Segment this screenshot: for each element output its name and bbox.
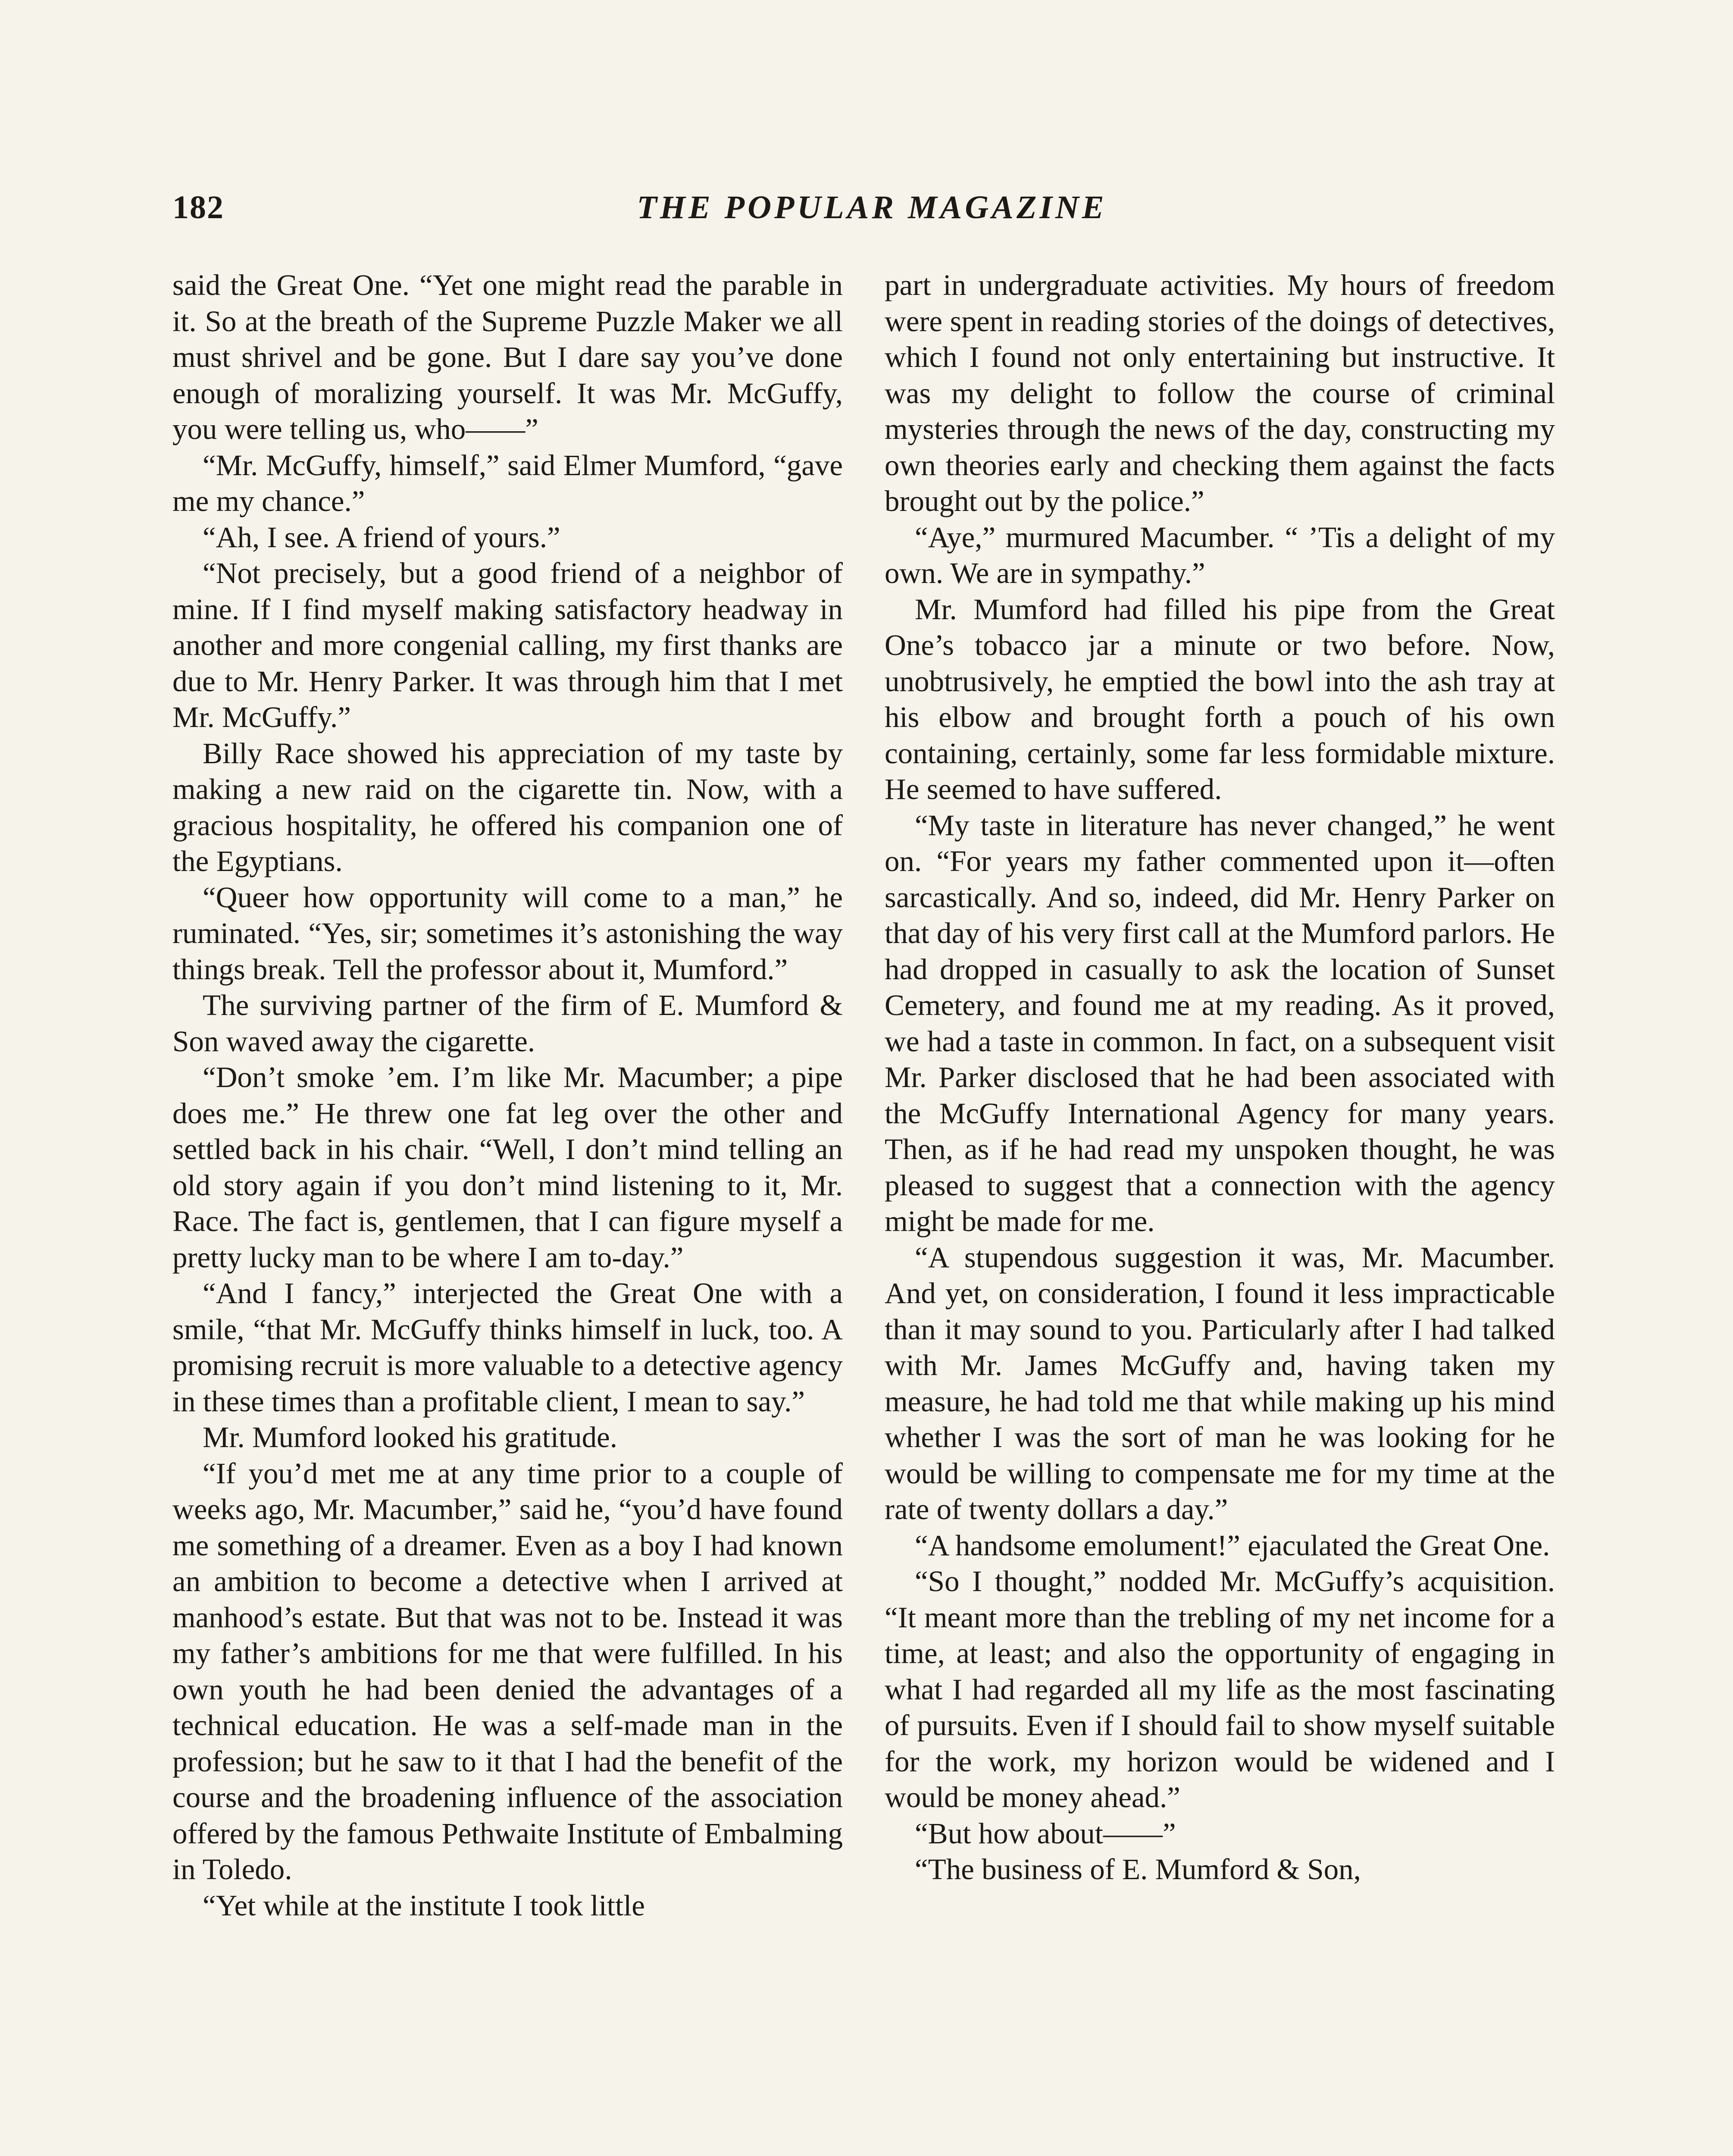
- paragraph: Mr. Mumford had filled his pipe from the Great One’s tobacco jar a minute or two before. Now, unobtrusively, he emptied the bowl into the ash tray at his elbow and brought forth a pouch of his own containing, certainly, some far less formidable mixture. He seemed to have suffered.: [885, 592, 1555, 805]
- magazine-title: THE POPULAR MAGAZINE: [637, 189, 1107, 226]
- paragraph: part in undergraduate activities. My hours of freedom were spent in reading stories of the doings of detectives, which I found not only entertaining but instructive. It was my delight to follow the course of criminal mysteries through the news of the day, constructing my own theories early and checking them against the facts brought out by the police.”: [885, 269, 1555, 517]
- paragraph: “Aye,” murmured Macumber. “ ’Tis a delight of my own. We are in sympathy.”: [885, 520, 1555, 589]
- paragraph: “And I fancy,” interjected the Great One with a smile, “that Mr. McGuffy thinks himself in luck, too. A promising recruit is more valuable to a detective agency in these times than a profitable client, I mean to say.”: [172, 1277, 843, 1418]
- paragraph: The surviving partner of the firm of E. Mumford & Son waved away the cigarette.: [172, 989, 843, 1058]
- paragraph: “My taste in literature has never changed,” he went on. “For years my father commented upon it—often sarcastically. And so, indeed, did Mr. Henry Parker on that day of his very first call at the Mumford parlors. He had dropped in casually to ask the location of Sunset Cemetery, and found me at my reading. As it proved, we had a taste in common. In fact, on a subsequent visit Mr. Parker disclosed that he had been associated with the McGuffy International Agency for many years. Then, as if he had read my unspoken thought, he was pleased to suggest that a connection with the agency might be made for me.: [885, 808, 1555, 1238]
- paragraph: “But how about——”: [915, 1817, 1176, 1850]
- paragraph: “Don’t smoke ’em. I’m like Mr. Macumber; a pipe does me.” He threw one fat leg over the other and settled back in his chair. “Well, I don’t mind telling an old story again if you don’t mind listening to it, Mr. Race. The fact is, gentlemen, that I can figure myself a pretty lucky man to be where I am to-day.”: [172, 1061, 843, 1274]
- left-column: [172, 267, 843, 1924]
- paragraph: Billy Race showed his appreciation of my taste by making a new raid on the cigarette tin. Now, with a gracious hospitality, he offered his companion one of the Egyptians.: [172, 736, 843, 877]
- page-header: [172, 189, 1571, 236]
- paragraph: said the Great One. “Yet one might read the parable in it. So at the breath of the Supreme Puzzle Maker we all must shrivel and be gone. But I dare say you’ve done enough of moralizing yourself. It was Mr. McGuffy, you were telling us, who——”: [172, 269, 843, 445]
- paragraph: “So I thought,” nodded Mr. McGuffy’s acquisition. “It meant more than the trebling of my net income for a time, at least; and also the opportunity of engaging in what I had regarded all my life as the most fascinating of pursuits. Even if I should fail to show myself suitable for the work, my horizon would be widened and I would be money ahead.”: [885, 1565, 1555, 1814]
- paragraph: “Yet while at the institute I took little: [203, 1889, 645, 1922]
- paragraph: “Ah, I see. A friend of yours.”: [203, 520, 560, 554]
- right-column: [885, 267, 1555, 1888]
- page-number: 182: [172, 189, 224, 226]
- paragraph: “The business of E. Mumford & Son,: [915, 1853, 1361, 1886]
- paragraph: “A stupendous suggestion it was, Mr. Macumber. And yet, on consideration, I found it less impracticable than it may sound to you. Particularly after I had talked with Mr. James McGuffy and, having taken my measure, he had told me that while making up his mind whether I was the sort of man he was looking for he would be willing to compensate me for my time at the rate of twenty dollars a day.”: [885, 1241, 1555, 1526]
- paragraph: “Mr. McGuffy, himself,” said Elmer Mumford, “gave me my chance.”: [172, 448, 843, 517]
- paragraph: Mr. Mumford looked his gratitude.: [203, 1421, 618, 1454]
- paragraph: “A handsome emolument!” ejaculated the Great One.: [915, 1529, 1550, 1562]
- paragraph: “If you’d met me at any time prior to a couple of weeks ago, Mr. Macumber,” said he, “you’d have found me something of a dreamer. Even as a boy I had known an ambition to become a detective when I arrived at manhood’s estate. But that was not to be. Instead it was my father’s ambitions for me that were fulfilled. In his own youth he had been denied the advantages of a technical education. He was a self-made man in the profession; but he saw to it that I had the benefit of the course and the broadening influence of the association offered by the famous Pethwaite Institute of Embalming in Toledo.: [172, 1457, 843, 1886]
- paragraph: “Queer how opportunity will come to a man,” he ruminated. “Yes, sir; sometimes it’s astonishing the way things break. Tell the professor about it, Mumford.”: [172, 881, 843, 986]
- paragraph: “Not precisely, but a good friend of a neighbor of mine. If I find myself making satisfactory headway in another and more congenial calling, my first thanks are due to Mr. Henry Parker. It was through him that I met Mr. McGuffy.”: [172, 557, 843, 733]
